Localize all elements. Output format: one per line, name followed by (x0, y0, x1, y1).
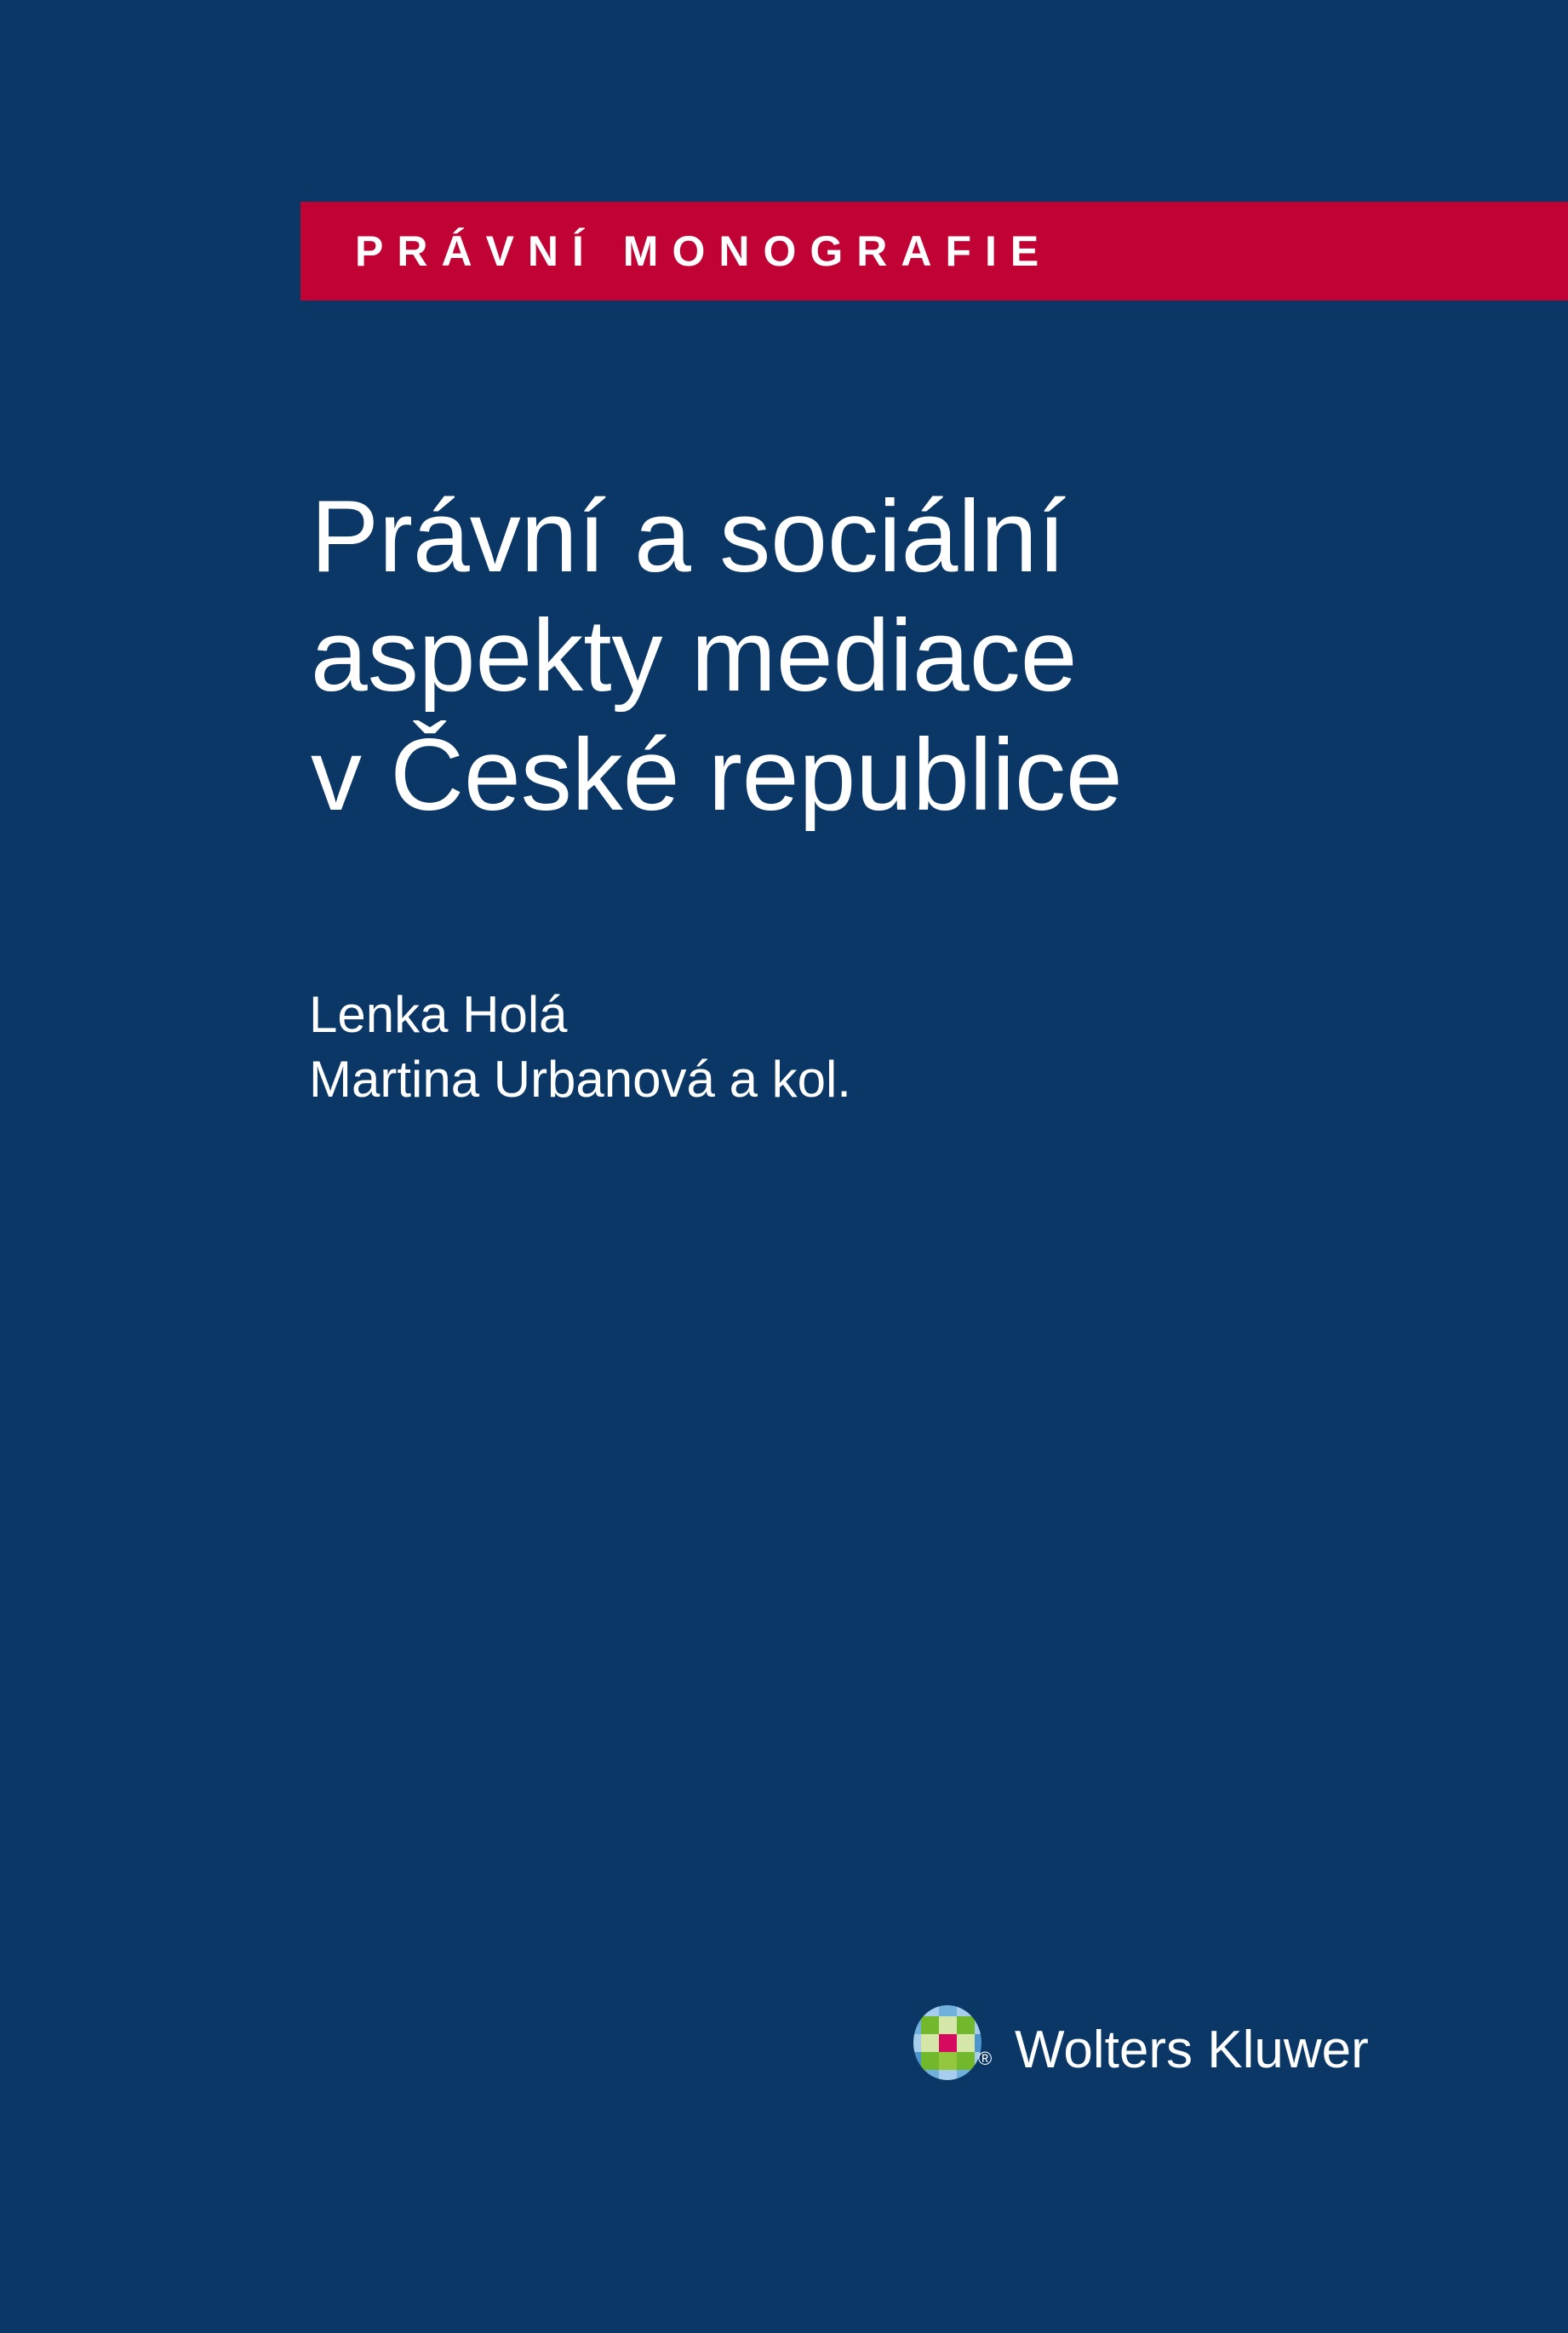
globe-cell-3-2 (939, 2052, 957, 2070)
globe-cell-2-0 (913, 2034, 921, 2052)
book-title-line-2: aspekty mediace (311, 599, 1078, 713)
book-title (311, 477, 1123, 834)
globe-cell-4-0 (913, 2070, 921, 2080)
publisher-logo (913, 2005, 1390, 2090)
globe-cell-4-3 (957, 2070, 975, 2080)
globe-cell-2-2 (939, 2034, 957, 2052)
globe-cell-0-4 (975, 2005, 981, 2016)
globe-cell-4-2 (939, 2070, 957, 2080)
globe-cell-1-3 (957, 2016, 975, 2034)
registered-trademark-symbol: ® (978, 2048, 993, 2069)
globe-icon (913, 2005, 981, 2080)
globe-cell-1-4 (975, 2016, 981, 2034)
globe-cell-3-1 (921, 2052, 939, 2070)
globe-cell-1-1 (921, 2016, 939, 2034)
globe-cell-0-1 (921, 2005, 939, 2016)
globe-cell-1-0 (913, 2016, 921, 2034)
author-line-2: Martina Urbanová a kol. (309, 1051, 851, 1108)
globe-cell-0-3 (957, 2005, 975, 2016)
globe-cell-2-3 (957, 2034, 975, 2052)
globe-cell-3-3 (957, 2052, 975, 2070)
globe-cell-4-4 (975, 2070, 981, 2080)
series-banner-label: PRÁVNÍ MONOGRAFIE (355, 227, 1053, 275)
globe-cell-4-1 (921, 2070, 939, 2080)
globe-cell-0-2 (939, 2005, 957, 2016)
author-line-1: Lenka Holá (309, 986, 568, 1043)
book-title-line-1: Právní a sociální (311, 479, 1067, 593)
globe-cell-3-0 (913, 2052, 921, 2070)
globe-cell-0-0 (913, 2005, 921, 2016)
globe-icon-grid (913, 2005, 981, 2080)
book-title-line-3: v České republice (311, 718, 1123, 832)
publisher-wordmark: Wolters Kluwer (1015, 2021, 1369, 2079)
authors (309, 983, 851, 1112)
series-banner (300, 202, 1568, 301)
globe-cell-1-2 (939, 2016, 957, 2034)
globe-cell-2-1 (921, 2034, 939, 2052)
